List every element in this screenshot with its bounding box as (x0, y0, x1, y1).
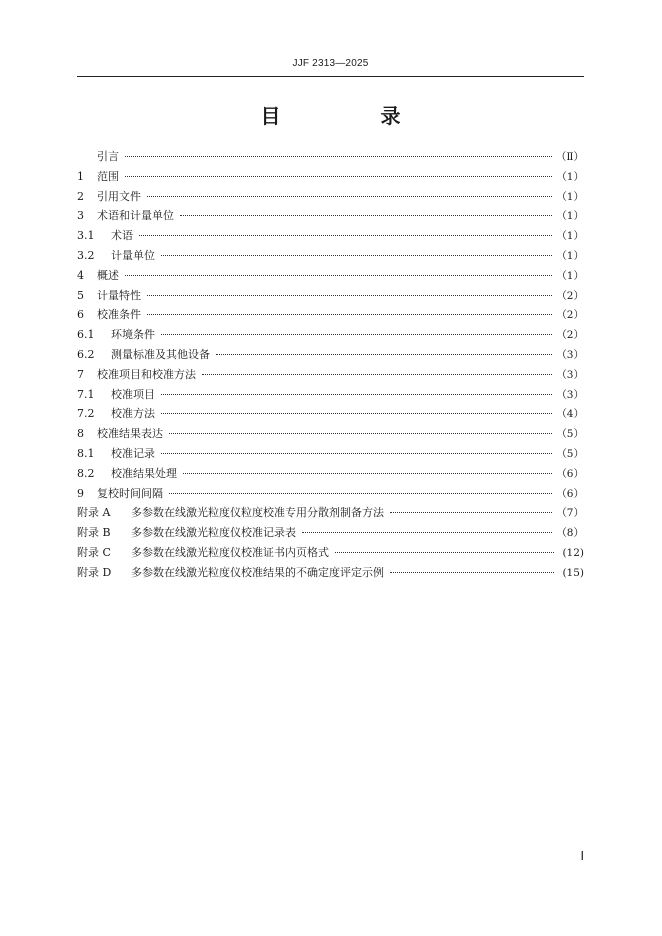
toc-page: （3） (556, 388, 584, 401)
toc-title: 环境条件 (111, 328, 155, 342)
toc-leader (139, 235, 552, 236)
toc-number: 8.1 (77, 446, 95, 460)
toc-number: 8.2 (77, 466, 95, 480)
toc-entry[interactable] (77, 325, 584, 345)
toc-page: （2） (556, 289, 584, 302)
toc-entry[interactable] (77, 464, 584, 484)
toc-entry[interactable] (77, 424, 584, 444)
toc-title: 测量标准及其他设备 (111, 347, 210, 361)
toc-title: 校准方法 (111, 407, 155, 421)
toc-page: （5） (556, 447, 584, 460)
toc-number: 3.2 (77, 248, 95, 262)
toc-page: （1） (556, 170, 584, 183)
toc-entry[interactable] (77, 345, 584, 365)
toc-page: （1） (556, 190, 584, 203)
toc-title: 校准结果处理 (111, 466, 177, 480)
toc-leader (302, 532, 552, 533)
toc-number: 附录 B (77, 526, 111, 540)
toc-leader (335, 552, 554, 553)
table-of-contents (77, 147, 584, 583)
toc-title: 计量单位 (111, 248, 155, 262)
toc-leader (390, 572, 554, 573)
toc-entry[interactable] (77, 167, 584, 187)
toc-entry[interactable] (77, 187, 584, 207)
toc-page: （3） (556, 348, 584, 361)
toc-number: 4 (77, 268, 84, 282)
toc-entry[interactable] (77, 563, 584, 583)
toc-entry[interactable] (77, 305, 584, 325)
toc-entry[interactable] (77, 226, 584, 246)
toc-number: 7.1 (77, 387, 95, 401)
toc-page: (12) (562, 546, 584, 559)
header-rule (77, 76, 584, 77)
toc-number: 1 (77, 169, 84, 183)
toc-number: 6.2 (77, 347, 95, 361)
toc-leader (202, 374, 552, 375)
toc-leader (161, 453, 552, 454)
toc-number: 7 (77, 367, 84, 381)
toc-leader (169, 433, 552, 434)
toc-entry[interactable] (77, 365, 584, 385)
toc-entry[interactable] (77, 147, 584, 167)
toc-number: 6.1 (77, 328, 95, 342)
toc-entry[interactable] (77, 444, 584, 464)
toc-page: （2） (556, 329, 584, 342)
toc-entry[interactable] (77, 246, 584, 266)
page-title: 目 录 (260, 104, 441, 128)
toc-title: 校准结果表达 (97, 427, 163, 441)
toc-leader (180, 215, 552, 216)
toc-title: 校准项目和校准方法 (97, 367, 196, 381)
toc-page: （4） (556, 408, 584, 421)
toc-entry[interactable] (77, 523, 584, 543)
toc-leader (125, 156, 552, 157)
toc-entry[interactable] (77, 206, 584, 226)
toc-number: 9 (77, 486, 84, 500)
toc-leader (216, 354, 552, 355)
toc-number: 附录 C (77, 545, 111, 559)
toc-leader (125, 176, 552, 177)
toc-number: 7.2 (77, 407, 95, 421)
toc-title: 多参数在线激光粒度仪校准记录表 (131, 526, 296, 540)
toc-page: （3） (556, 368, 584, 381)
toc-leader (147, 314, 552, 315)
toc-title: 多参数在线激光粒度仪校准证书内页格式 (131, 545, 329, 559)
toc-title: 校准项目 (111, 387, 155, 401)
toc-leader (161, 413, 552, 414)
toc-title: 校准记录 (111, 446, 155, 460)
page-header: JJF 2313—2025 (292, 58, 369, 69)
toc-title: 引言 (97, 150, 119, 163)
toc-number: 8 (77, 427, 84, 441)
toc-number: 2 (77, 189, 84, 203)
toc-page: （Ⅱ） (555, 151, 584, 163)
toc-page: （7） (556, 507, 584, 520)
toc-leader (161, 334, 552, 335)
toc-page: （6） (556, 487, 584, 500)
toc-number: 6 (77, 308, 84, 322)
toc-number: 3.1 (77, 229, 95, 243)
toc-leader (183, 473, 552, 474)
toc-entry[interactable] (77, 404, 584, 424)
toc-number: 附录 D (77, 565, 112, 579)
toc-leader (169, 493, 552, 494)
toc-title: 概述 (97, 268, 119, 282)
toc-title: 多参数在线激光粒度仪校准结果的不确定度评定示例 (131, 565, 384, 579)
toc-page: （5） (556, 428, 584, 441)
toc-number: 附录 A (77, 506, 111, 520)
toc-page: (15) (562, 566, 584, 579)
toc-title: 计量特性 (97, 288, 141, 302)
toc-leader (125, 275, 552, 276)
toc-title: 多参数在线激光粒度仪粒度校准专用分散剂制备方法 (131, 506, 384, 520)
toc-entry[interactable] (77, 286, 584, 306)
toc-entry[interactable] (77, 543, 584, 563)
toc-entry[interactable] (77, 385, 584, 405)
toc-number: 3 (77, 209, 84, 223)
toc-leader (161, 394, 552, 395)
toc-entry[interactable] (77, 266, 584, 286)
toc-page: （1） (556, 269, 584, 282)
toc-page: （1） (556, 230, 584, 243)
toc-entry[interactable] (77, 484, 584, 504)
toc-page: （1） (556, 249, 584, 262)
toc-entry[interactable] (77, 503, 584, 523)
toc-leader (147, 295, 552, 296)
toc-title: 范围 (97, 169, 119, 183)
page-number: Ⅰ (580, 849, 584, 863)
toc-number: 5 (77, 288, 84, 302)
toc-title: 校准条件 (97, 308, 141, 322)
toc-leader (147, 196, 552, 197)
toc-leader (390, 512, 552, 513)
toc-title: 术语 (111, 229, 133, 243)
toc-title: 复校时间间隔 (97, 486, 163, 500)
toc-leader (161, 255, 552, 256)
toc-title: 术语和计量单位 (97, 209, 174, 223)
toc-page: （8） (556, 527, 584, 540)
toc-page: （1） (556, 210, 584, 223)
toc-page: （6） (556, 467, 584, 480)
toc-page: （2） (556, 309, 584, 322)
toc-title: 引用文件 (97, 189, 141, 203)
